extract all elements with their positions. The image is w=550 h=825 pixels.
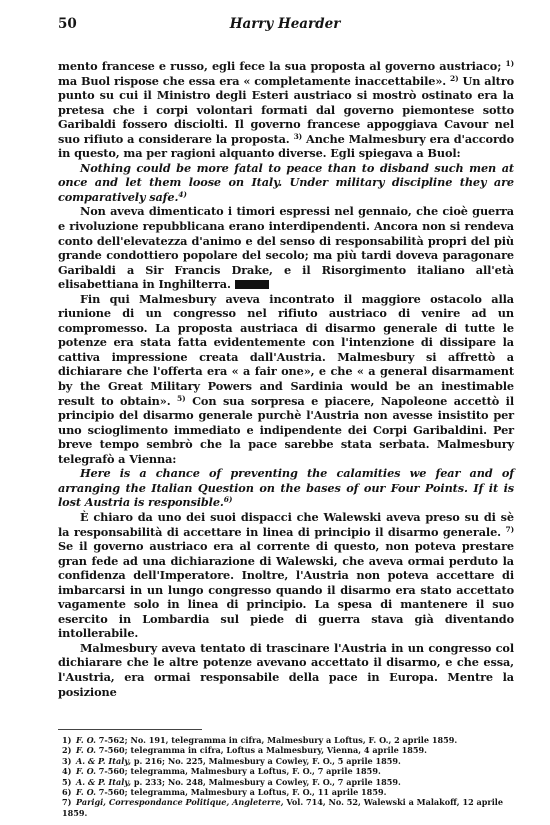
page-header [58,16,512,34]
footnote-label: 7) [62,797,72,808]
footnote [62,735,512,745]
footnote [62,787,512,797]
text-run: Non aveva dimenticato i timori espressi nel gennaio, che cioè guerra e rivoluzione repubblicana erano interdipendenti. Ancora non si rendeva conto dell'elevatezza d'animo e del senso di responsabilità propri del più grande condottiero popolare del secolo; ma più tardi doveva paragonare Garibaldi a Sir Francis Drake, e il Risorgimento italiano all'età elisabettiana in Inghilterra. [58,204,514,292]
block-quote [58,161,514,205]
footnote [62,766,512,776]
text-run: Un altro punto su cui il Ministro degli Esteri austriaco si mostrò ostinato era la pretesa che i corpi volontari formati dal governo piemontese sotto Garibaldi fossero disciolti. Il governo francese appoggiava Cavour nel suo rifiuto a considerare la proposta. [58,73,515,146]
text-run: Fin qui Malmesbury aveva incontrato il maggiore ostacolo alla riunione di un congresso nel rifiuto austriaco di venire ad un compromesso. La proposta austriaca di disarmo generale di tutte le potenze era stata fatta evidentemente con l'intenzione di dissipare la cattiva impressione creata dall'Austria. Malmesbury si affrettò a dichiarare che l'offerta era « a fair one», e che « a general disarmament by the Great Military Powers and Sardinia would be an inestimable result to obtain». [58,291,514,408]
footnote-source: F. O. [76,745,96,756]
footnote-ref: 2) [450,73,459,83]
body-paragraph [58,292,514,467]
text-run: Se il governo austriaco era al corrente di questo, non poteva prestare gran fede ad una dichiarazione di Walewski, che aveva ormai perduto la confidenza dell'Imperatore. Inoltre, l'Austria non poteva accettare di imbarcarsi in un lungo congresso quando il disarmo era stato accettato vagamente solo in linea di principio. La spesa di mantenere il suo esercito in Lombardia sul piede di guerra stava già diventando intollerabile. [58,539,514,641]
text-run: Anche Malmesbury era d'accordo in questo, ma per ragioni alquanto diverse. Egli spiegava a Buol: [58,131,514,161]
page-number: 50 [58,16,77,32]
text-run: Malmesbury aveva tentato di trascinare l'Austria in un congresso col dichiarare che le altre potenze avevano accettato il disarmo, e che essa, l'Austria, era ormai responsabile della pace in Europa. Mentre la posizione [58,640,514,699]
footnote-rule [58,729,202,730]
footnote-label: 4) [62,766,72,777]
footnote-label: 6) [62,787,72,798]
footnote-ref: 1) [505,59,514,68]
footnote-ref: 4) [178,189,187,199]
body-paragraph [58,204,514,291]
footnote-text: 7-562; No. 191, telegramma in cifra, Malmesbury a Loftus, F. O., 2 aprile 1859. [95,735,458,745]
footnote-text: 7-560; telegramma in cifra, Loftus a Malmesbury, Vienna, 4 aprile 1859. [95,745,427,756]
footnote [62,797,512,818]
text-run: mento francese e russo, egli fece la sua proposta al governo austriaco; [58,59,506,73]
footnote [62,777,512,787]
footnote-text: 7-560; telegramma, Malmesbury a Loftus, F. O., 11 aprile 1859. [95,787,387,798]
text-run: È chiaro da uno dei suoi dispacci che Walewski aveva preso su di sè la responsabilità di accettare in linea di principio il disarmo generale. [58,509,514,539]
footnote-ref: 6) [223,495,233,505]
footnote-ref: 7) [505,524,514,534]
text-run: Here is a chance of preventing the calamities we fear and of arranging the Italian Question on the bases of our Four Points. If it is lost Austria is responsible. [58,466,514,510]
footnote-label: 3) [62,755,72,766]
footnote [62,745,512,755]
footnote-source: F. O. [76,787,96,798]
text-run: Con sua sorpresa e piacere, Napoleone accettò il principio del disarmo generale purchè l'Austria non avesse insistito per uno scioglimento immediato e indipendente dei Corpi Garibaldini. Per breve tempo sembrò che la pace sarebbe stata serbata. Malmesbury telegrafò a Vienna: [58,393,514,466]
footnote-label: 2) [62,745,72,756]
body-paragraph [58,59,514,161]
body-text [58,59,514,699]
footnote-ref: 3) [293,131,303,141]
footnote-source: A. & P. Italy, [76,776,132,787]
footnote-label: 5) [62,776,72,787]
footnote-text: p. 216; No. 225, Malmesbury a Cowley, F. O., 5 aprile 1859. [131,755,401,766]
redaction-mark [235,280,269,289]
running-title: Harry Hearder [229,16,341,32]
footnotes [62,735,512,818]
body-paragraph [58,641,514,699]
footnote-ref: 5) [177,393,186,403]
footnote-label: 1) [62,735,72,745]
footnote-source: F. O. [76,766,96,777]
text-run: ma Buol rispose che essa era « completamente inaccettabile». [58,73,451,88]
footnote-text: Vol. 714, No. 52, Walewski a Malakoff, 12 aprile 1859. [62,797,503,818]
body-paragraph [58,510,514,641]
footnote-source: A. & P. Italy, [76,755,132,766]
footnote-text: p. 233; No. 248, Malmesbury a Cowley, F. O., 7 aprile 1859. [131,776,401,787]
footnote-text: 7-560; telegramma, Malmesbury a Loftus, F. O., 7 aprile 1859. [95,766,381,777]
footnote-source: Parigi, Correspondance Politique, Angleterre, [76,797,284,808]
footnote-source: F. O. [76,735,96,745]
footnote [62,756,512,766]
text-run: Nothing could be more fatal to peace than to disband such men at once and let them loose on Italy. Under military discipline they are comparatively safe. [58,160,514,204]
block-quote [58,466,514,510]
